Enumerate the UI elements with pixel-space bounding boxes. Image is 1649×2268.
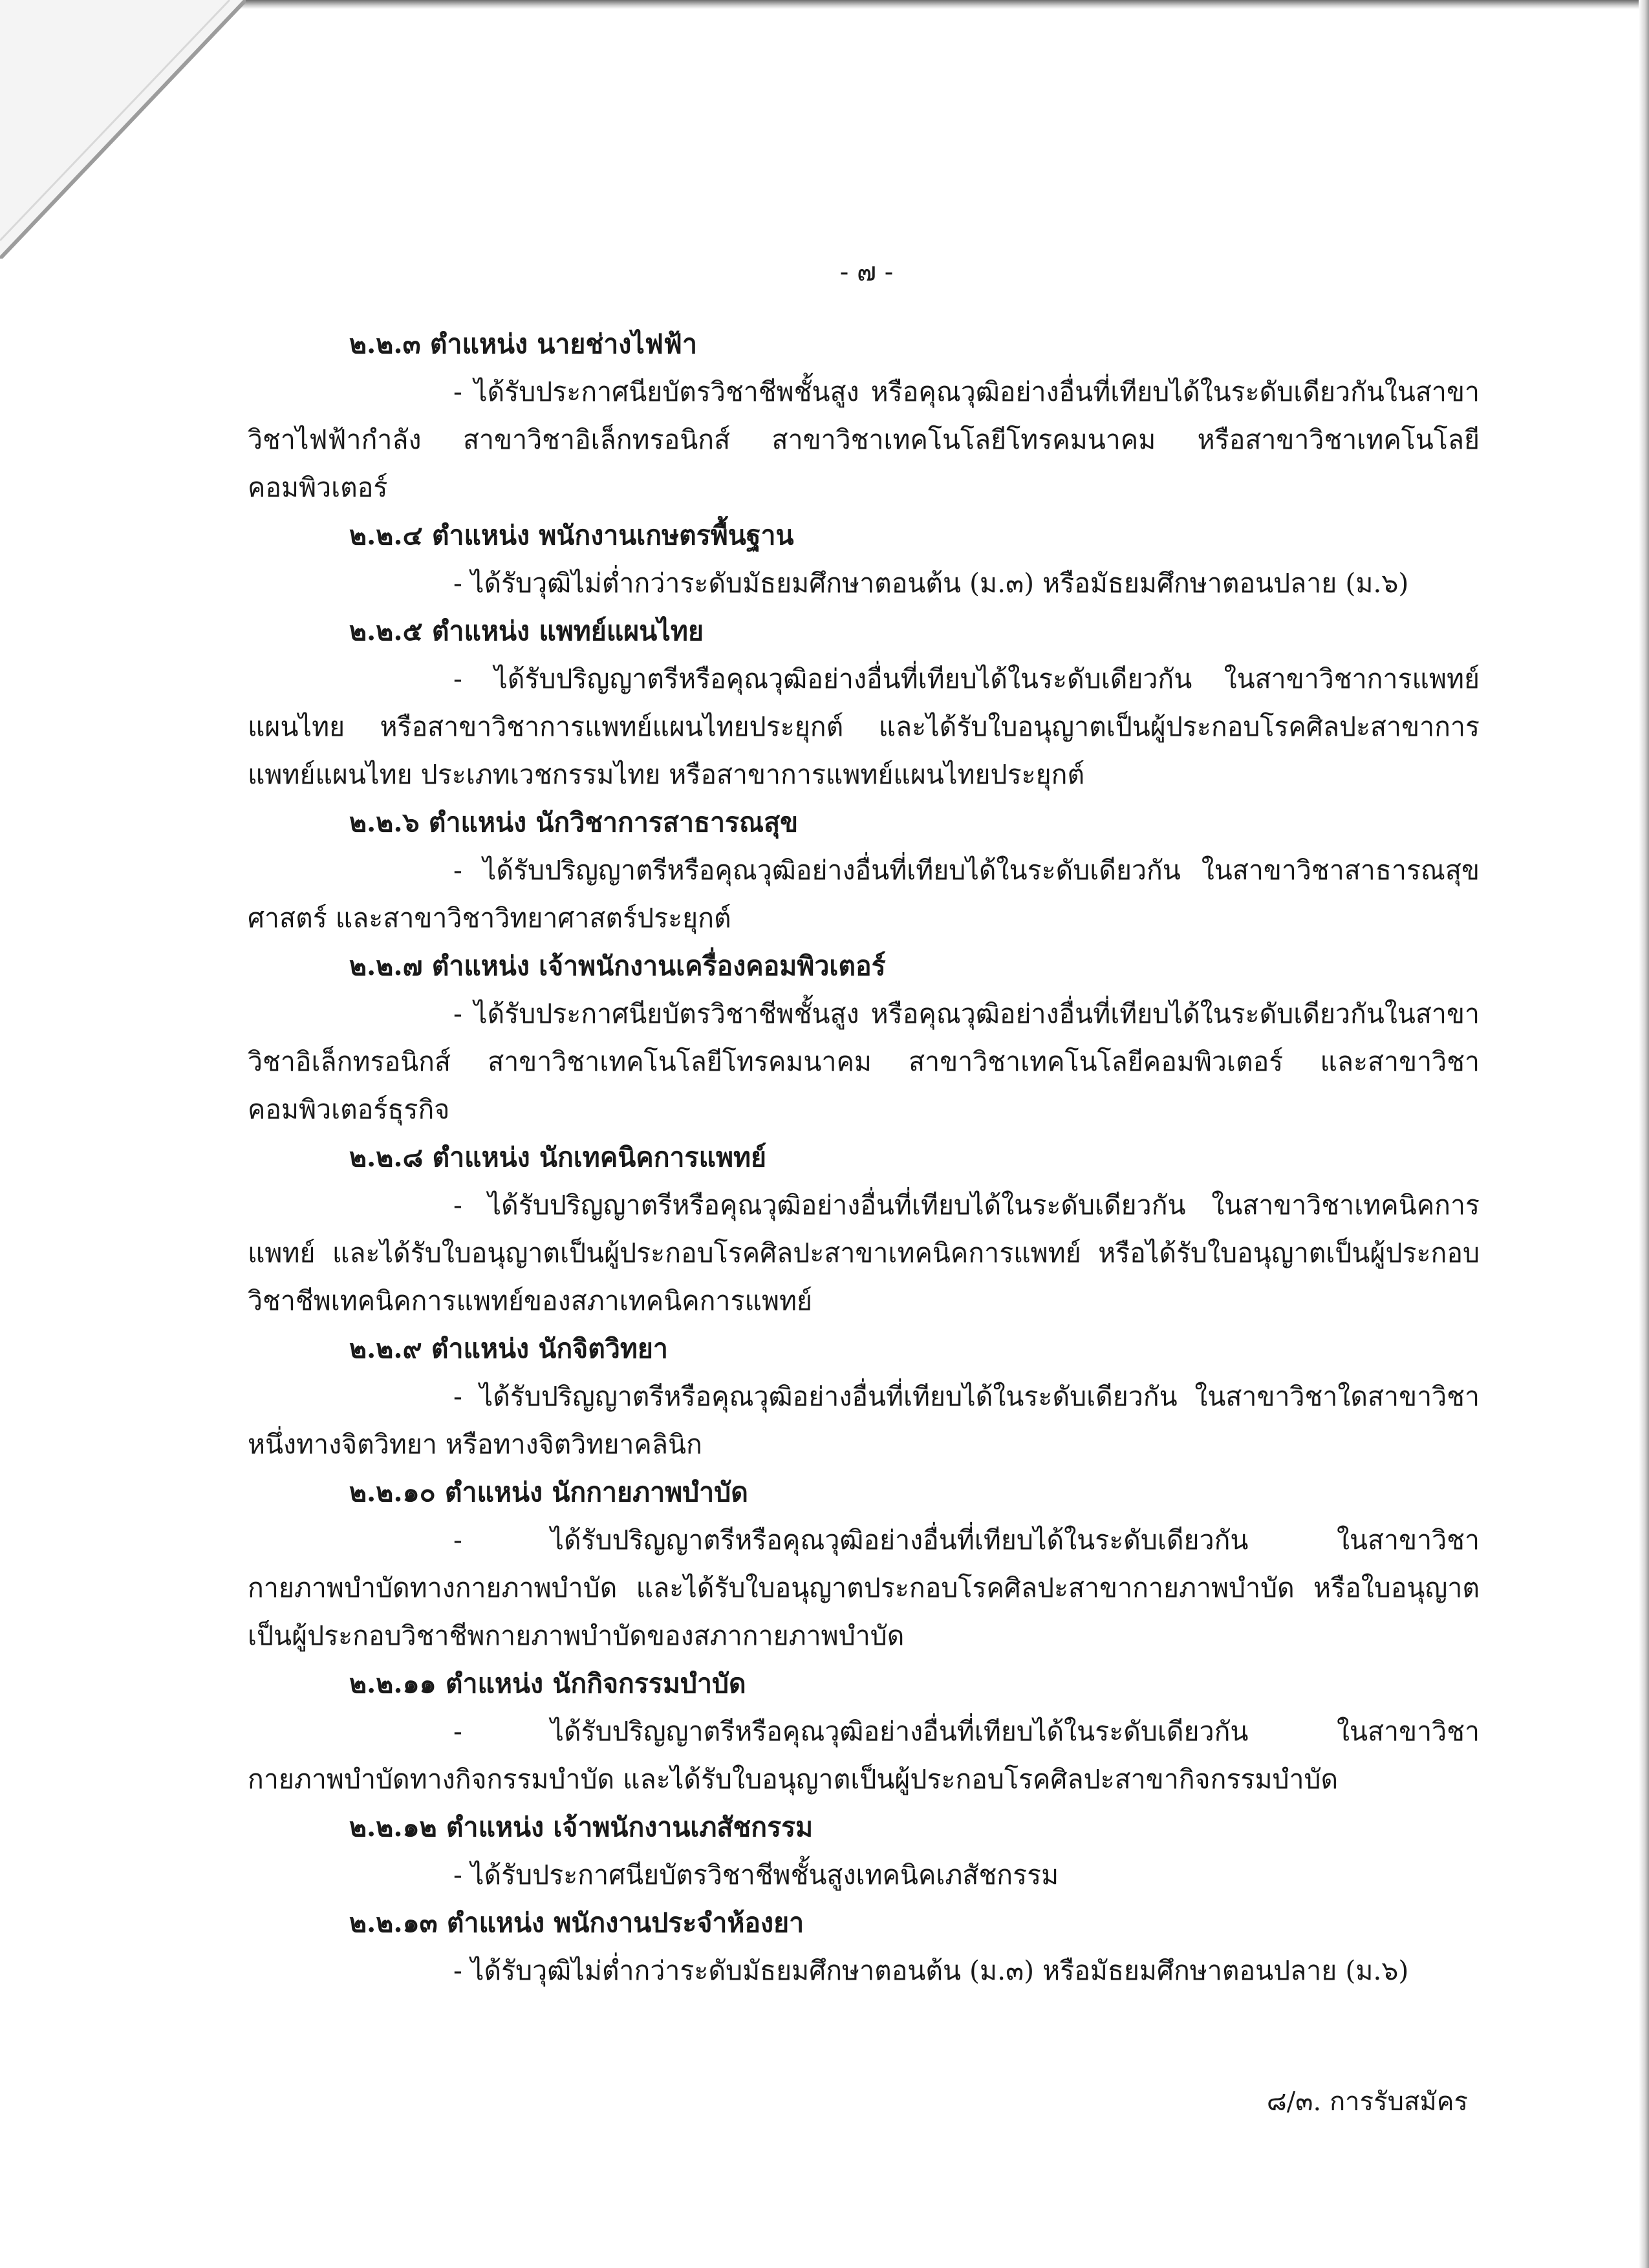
position-item [248,798,1480,942]
position-heading: ๒.๒.๗ ตำแหน่ง เจ้าพนักงานเครื่องคอมพิวเตอร์ [349,950,886,981]
qualification-text: - ได้รับปริญญาตรีหรือคุณวุฒิอย่างอื่นที่เทียบได้ในระดับเดียวกัน ในสาขาวิชาเทคนิคการแพทย์ และได้รับใบอนุญาตเป็นผู้ประกอบโรคศิลปะสาขาเทคนิคการแพทย์ หรือได้รับใบอนุญาตเป็นผู้ประกอบวิชาชีพเทคนิคการแพทย์ของสภาเทคนิคการแพทย์ [248,1190,1480,1316]
position-item [248,1133,1480,1325]
qualification-list [248,320,1480,1995]
position-heading: ๒.๒.๑๓ ตำแหน่ง พนักงานประจำห้องยา [349,1907,804,1938]
position-heading: ๒.๒.๑๐ ตำแหน่ง นักกายภาพบำบัด [349,1477,748,1508]
folded-corner [0,0,246,259]
scan-edge-right [1639,0,1649,2268]
position-item [248,1899,1480,1995]
qualification-text: - ได้รับปริญญาตรีหรือคุณวุฒิอย่างอื่นที่เทียบได้ในระดับเดียวกัน ในสาขาวิชาใดสาขาวิชาหนึ่งทางจิตวิทยา หรือทางจิตวิทยาคลินิก [248,1381,1480,1460]
position-heading: ๒.๒.๕ ตำแหน่ง แพทย์แผนไทย [349,615,704,647]
position-item [248,1468,1480,1660]
position-item [248,607,1480,798]
position-heading: ๒.๒.๑๒ ตำแหน่ง เจ้าพนักงานเภสัชกรรม [349,1812,814,1843]
position-heading: ๒.๒.๙ ตำแหน่ง นักจิตวิทยา [349,1333,668,1364]
continuation-note: ๘/๓. การรับสมัคร [1266,2087,1468,2117]
qualification-text: - ได้รับวุฒิไม่ต่ำกว่าระดับมัธยมศึกษาตอนต้น (ม.๓) หรือมัธยมศึกษาตอนปลาย (ม.๖) [453,568,1409,599]
position-heading: ๒.๒.๑๑ ตำแหน่ง นักกิจกรรมบำบัด [349,1668,746,1699]
page-number: - ๗ - [839,257,894,287]
position-heading: ๒.๒.๖ ตำแหน่ง นักวิชาการสาธารณสุข [349,807,799,838]
qualification-text: - ได้รับวุฒิไม่ต่ำกว่าระดับมัธยมศึกษาตอนต้น (ม.๓) หรือมัธยมศึกษาตอนปลาย (ม.๖) [453,1955,1409,1986]
position-item [248,320,1480,511]
qualification-text: - ได้รับปริญญาตรีหรือคุณวุฒิอย่างอื่นที่เทียบได้ในระดับเดียวกัน ในสาขาวิชากายภาพบำบัดทางกายภาพบำบัด และได้รับใบอนุญาตประกอบโรคศิลปะสาขากายภาพบำบัด หรือใบอนุญาตเป็นผู้ประกอบวิชาชีพกายภาพบำบัดของสภากายภาพบำบัด [248,1524,1480,1651]
position-item [248,942,1480,1133]
qualification-text: - ได้รับปริญญาตรีหรือคุณวุฒิอย่างอื่นที่เทียบได้ในระดับเดียวกัน ในสาขาวิชาสาธารณสุขศาสตร์ และสาขาวิชาวิทยาศาสตร์ประยุกต์ [248,855,1480,934]
qualification-text: - ได้รับปริญญาตรีหรือคุณวุฒิอย่างอื่นที่เทียบได้ในระดับเดียวกัน ในสาขาวิชาการแพทย์แผนไทย หรือสาขาวิชาการแพทย์แผนไทยประยุกต์ และได้รับใบอนุญาตเป็นผู้ประกอบโรคศิลปะสาขาการแพทย์แผนไทย ประเภทเวชกรรมไทย หรือสาขาการแพทย์แผนไทยประยุกต์ [248,663,1480,790]
qualification-text: - ได้รับประกาศนียบัตรวิชาชีพชั้นสูง หรือคุณวุฒิอย่างอื่นที่เทียบได้ในระดับเดียวกันในสาขาวิชาอิเล็กทรอนิกส์ สาขาวิชาเทคโนโลยีโทรคมนาคม สาขาวิชาเทคโนโลยีคอมพิวเตอร์ และสาขาวิชาคอมพิวเตอร์ธุรกิจ [248,998,1480,1125]
qualification-text: - ได้รับประกาศนียบัตรวิชาชีพชั้นสูงเทคนิคเภสัชกรรม [453,1859,1059,1890]
qualification-text: - ได้รับประกาศนียบัตรวิชาชีพชั้นสูง หรือคุณวุฒิอย่างอื่นที่เทียบได้ในระดับเดียวกันในสาขาวิชาไฟฟ้ากำลัง สาขาวิชาอิเล็กทรอนิกส์ สาขาวิชาเทคโนโลยีโทรคมนาคม หรือสาขาวิชาเทคโนโลยีคอมพิวเตอร์ [248,376,1480,503]
position-item [248,1660,1480,1803]
position-heading: ๒.๒.๘ ตำแหน่ง นักเทคนิคการแพทย์ [349,1142,767,1173]
scan-edge-top [0,0,1649,9]
position-item [248,1325,1480,1468]
position-heading: ๒.๒.๓ ตำแหน่ง นายช่างไฟฟ้า [349,328,697,359]
position-heading: ๒.๒.๔ ตำแหน่ง พนักงานเกษตรพื้นฐาน [349,520,794,551]
position-item [248,1803,1480,1899]
position-item [248,511,1480,607]
qualification-text: - ได้รับปริญญาตรีหรือคุณวุฒิอย่างอื่นที่เทียบได้ในระดับเดียวกัน ในสาขาวิชากายภาพบำบัดทางกิจกรรมบำบัด และได้รับใบอนุญาตเป็นผู้ประกอบโรคศิลปะสาขากิจกรรมบำบัด [248,1716,1480,1795]
